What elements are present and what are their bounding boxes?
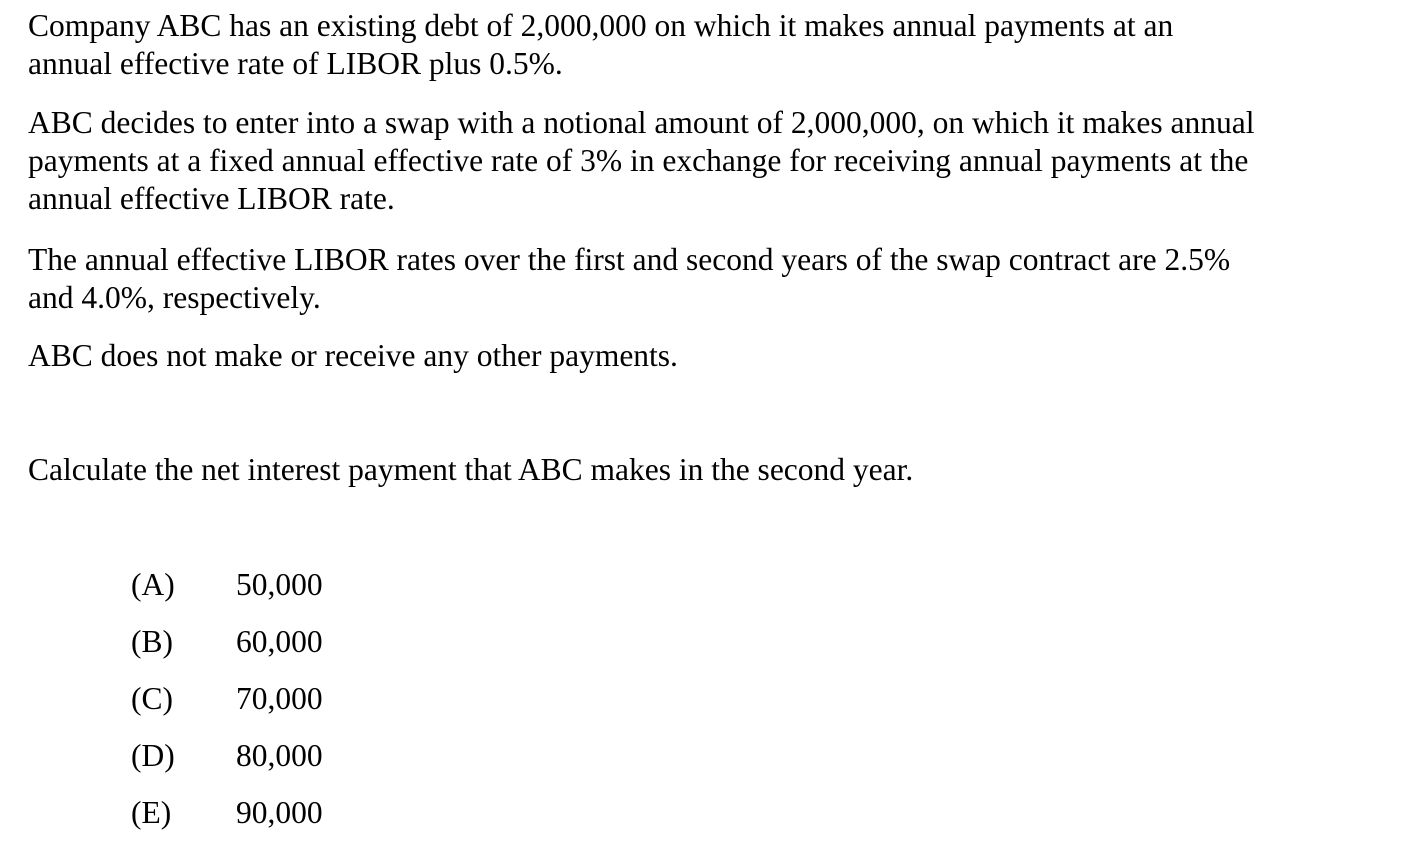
paragraph-debt-description: [28, 7, 1173, 83]
question-line: Calculate the net interest payment that ABC makes in the second year.: [28, 452, 914, 487]
choice-letter: (C): [131, 681, 173, 716]
paragraph-no-other-payments: [28, 337, 678, 375]
paragraph-line: annual effective LIBOR rate.: [28, 181, 395, 216]
choice-letter: (E): [131, 795, 172, 830]
paragraph-line: payments at a fixed annual effective rate of 3% in exchange for receiving annual payments at the: [28, 143, 1249, 178]
paragraph-swap-description: [28, 104, 1255, 218]
choice-letter: (B): [131, 624, 173, 659]
choice-letter: (A): [131, 567, 175, 602]
paragraph-line: Company ABC has an existing debt of 2,000,000 on which it makes annual payments at an: [28, 8, 1174, 43]
choice-value: 80,000: [236, 738, 323, 773]
paragraph-line: ABC decides to enter into a swap with a notional amount of 2,000,000, on which it makes annual: [28, 105, 1255, 140]
question-text: [28, 451, 913, 489]
choice-value: 60,000: [236, 624, 323, 659]
paragraph-line: ABC does not make or receive any other payments.: [28, 338, 678, 373]
paragraph-line: The annual effective LIBOR rates over the first and second years of the swap contract are 2.5%: [28, 242, 1231, 277]
choice-value: 70,000: [236, 681, 323, 716]
paragraph-line: annual effective rate of LIBOR plus 0.5%.: [28, 46, 563, 81]
choice-letter: (D): [131, 738, 175, 773]
choice-value: 90,000: [236, 795, 323, 830]
paragraph-line: and 4.0%, respectively.: [28, 280, 321, 315]
paragraph-libor-rates: [28, 241, 1230, 317]
choice-value: 50,000: [236, 567, 323, 602]
